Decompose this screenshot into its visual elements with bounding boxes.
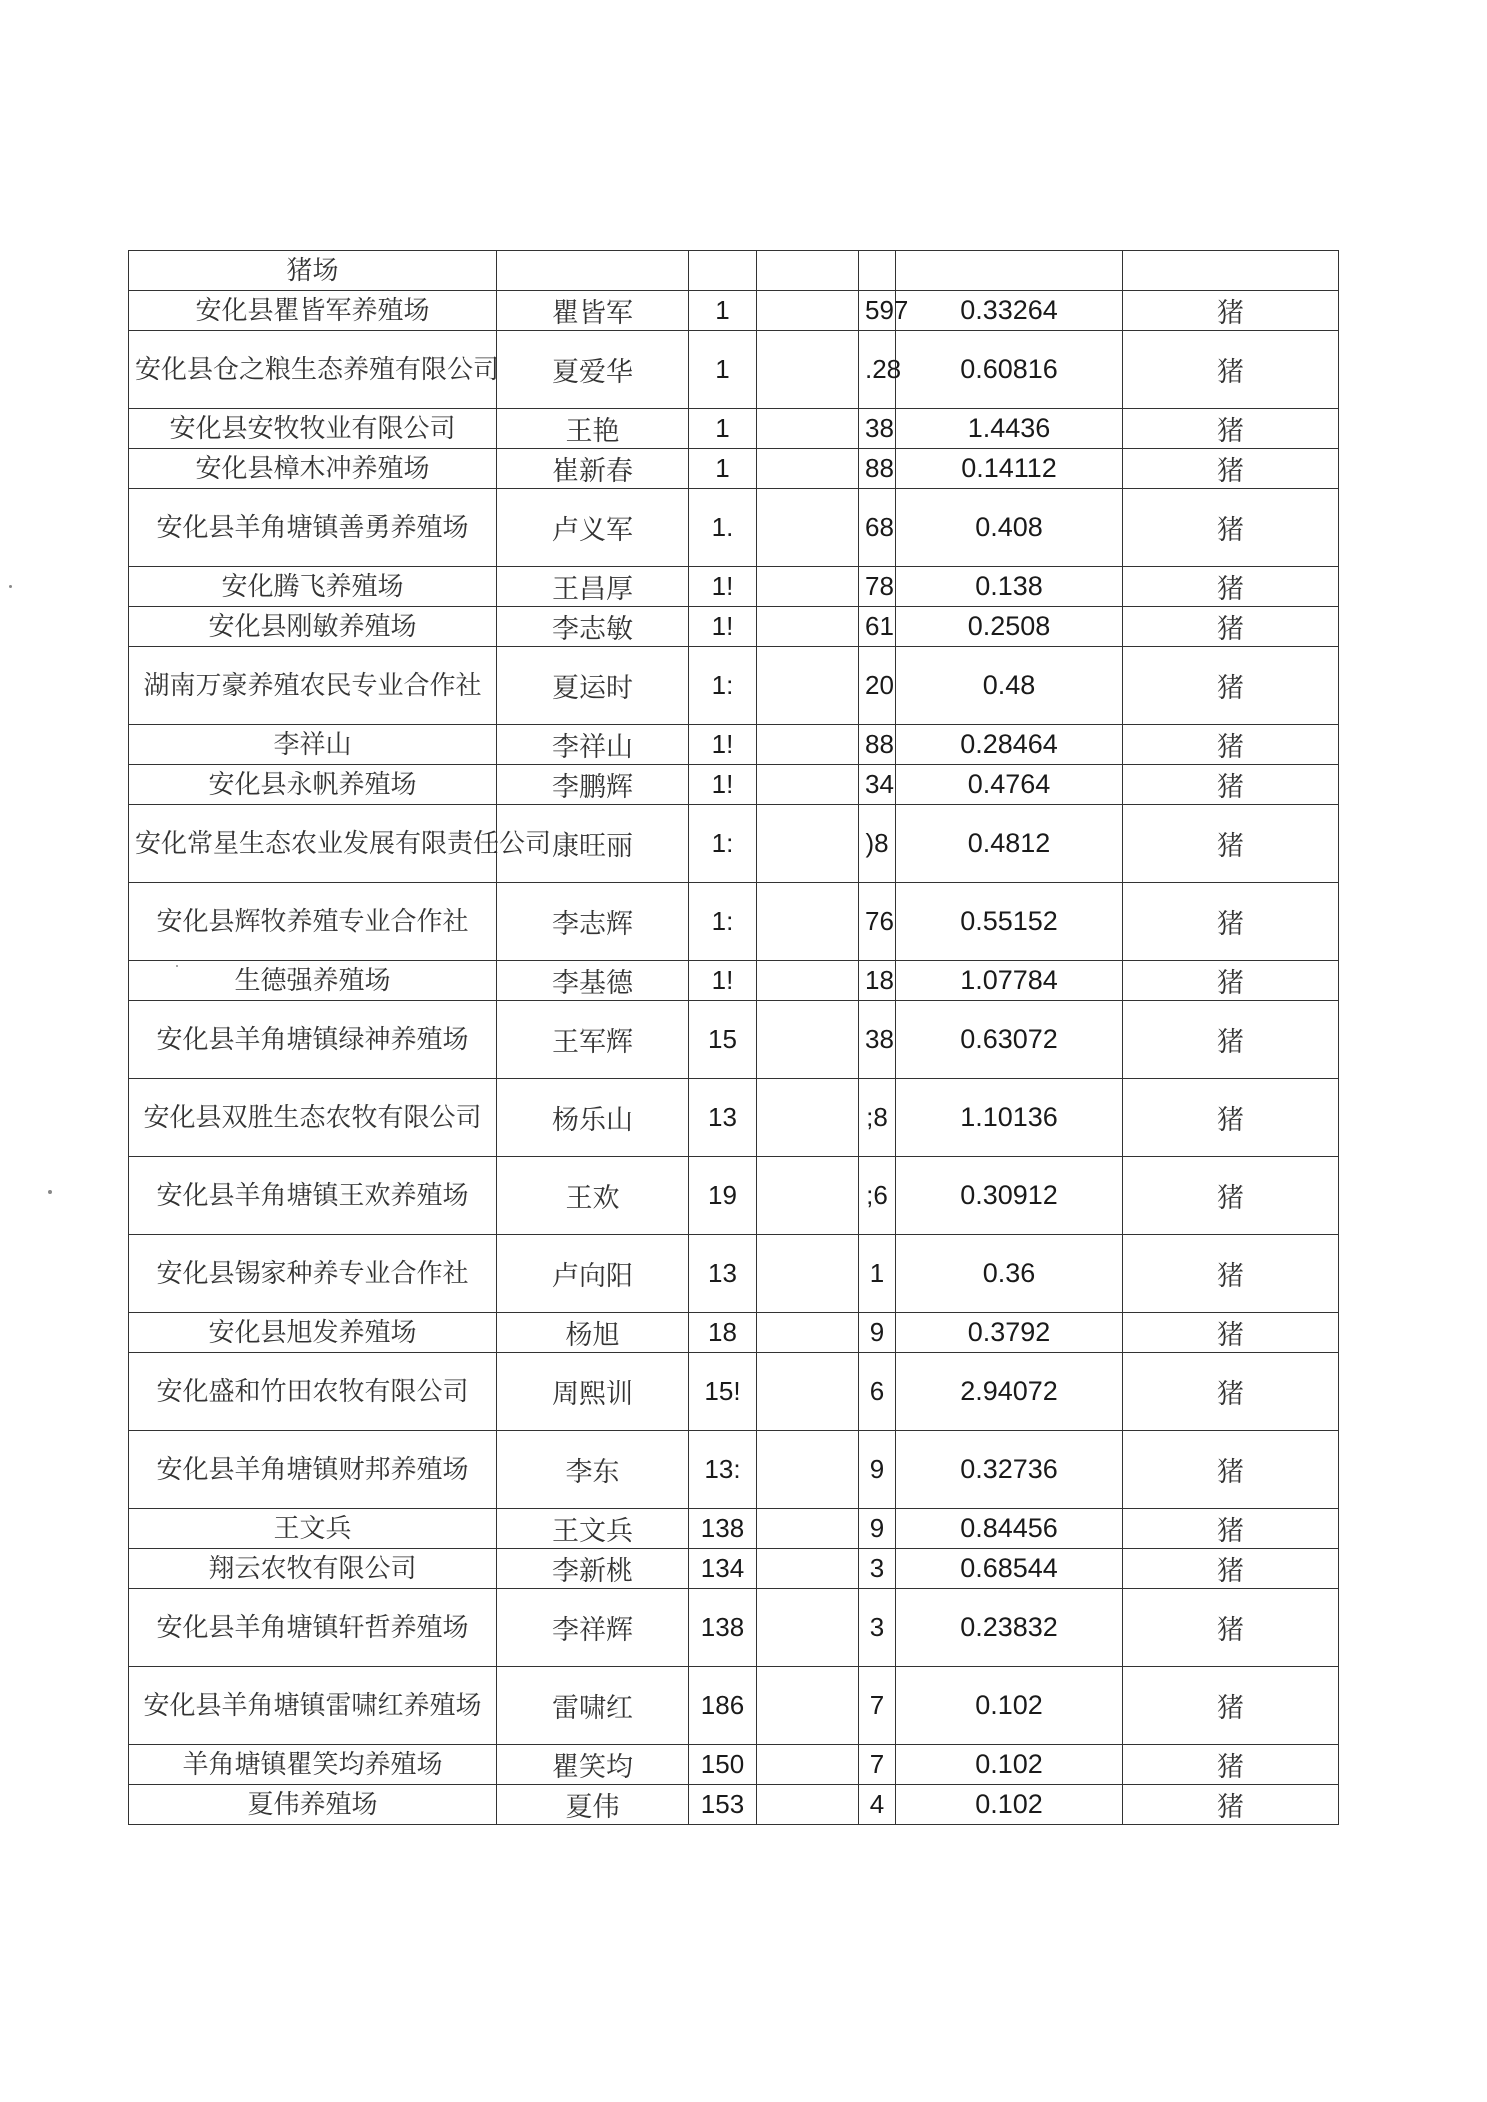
number-cell-right-fragment: 88 [859,449,896,489]
livestock-kind-cell: 猪 [1123,961,1339,1001]
value-cell: 0.102 [896,1745,1123,1785]
farm-name-cell: 安化县锡家种养专业合作社 [129,1235,497,1313]
livestock-kind-cell: 猪 [1123,1235,1339,1313]
farm-name-cell: 安化县安牧牧业有限公司 [129,409,497,449]
farm-name-cell: 安化腾飞养殖场 [129,567,497,607]
number-cell-left-fragment [689,251,757,291]
owner-cell: 杨旭 [497,1313,689,1353]
number-cell-left-fragment: 19 [689,1157,757,1235]
farm-table [128,250,1339,1825]
table-row [129,489,1339,567]
table-row [129,1509,1339,1549]
number-cell-right-fragment: 9 [859,1313,896,1353]
table-row [129,607,1339,647]
number-cell-left-fragment: 1! [689,567,757,607]
farm-name-cell: 安化县羊角塘镇财邦养殖场 [129,1431,497,1509]
number-cell-left-fragment: 186 [689,1667,757,1745]
farm-name-cell: 安化常星生态农业发展有限责任公司 [129,805,497,883]
number-cell-right-fragment: 597 [859,291,896,331]
value-cell: 0.138 [896,567,1123,607]
gap-cell [757,647,859,725]
owner-cell: 李志辉 [497,883,689,961]
livestock-kind-cell: 猪 [1123,647,1339,725]
number-cell-left-fragment: 134 [689,1549,757,1589]
table-row [129,961,1339,1001]
livestock-kind-cell: 猪 [1123,725,1339,765]
livestock-kind-cell: 猪 [1123,607,1339,647]
number-cell-left-fragment: 138 [689,1509,757,1549]
number-cell-left-fragment: 15 [689,1001,757,1079]
number-cell-left-fragment: 138 [689,1589,757,1667]
farm-name-cell: 安化县羊角塘镇雷啸红养殖场 [129,1667,497,1745]
gap-cell [757,1745,859,1785]
gap-cell [757,1509,859,1549]
gap-cell [757,251,859,291]
number-cell-right-fragment: ;8 [859,1079,896,1157]
gap-cell [757,805,859,883]
livestock-kind-cell: 猪 [1123,449,1339,489]
value-cell: 2.94072 [896,1353,1123,1431]
table-row [129,291,1339,331]
value-cell: 1.07784 [896,961,1123,1001]
livestock-kind-cell: 猪 [1123,1157,1339,1235]
gap-cell [757,409,859,449]
gap-cell [757,489,859,567]
owner-cell: 康旺丽 [497,805,689,883]
number-cell-left-fragment: 1: [689,805,757,883]
table-row [129,1745,1339,1785]
number-cell-right-fragment: 3 [859,1549,896,1589]
table-body [129,251,1339,1825]
value-cell [896,251,1123,291]
table-row [129,1431,1339,1509]
value-cell: 0.102 [896,1785,1123,1825]
number-cell-left-fragment: 153 [689,1785,757,1825]
number-cell-right-fragment: 88 [859,725,896,765]
number-cell-left-fragment: 15! [689,1353,757,1431]
farm-name-cell: 安化县羊角塘镇轩哲养殖场 [129,1589,497,1667]
table-row [129,1589,1339,1667]
value-cell: 0.28464 [896,725,1123,765]
table-row [129,1157,1339,1235]
value-cell: 0.33264 [896,291,1123,331]
number-cell-left-fragment: 1 [689,331,757,409]
value-cell: 0.23832 [896,1589,1123,1667]
farm-name-cell: 羊角塘镇瞿笑均养殖场 [129,1745,497,1785]
farm-name-cell: 生德强养殖场 [129,961,497,1001]
number-cell-right-fragment: ;6 [859,1157,896,1235]
farm-name-cell: 安化县羊角塘镇绿神养殖场 [129,1001,497,1079]
value-cell: 0.102 [896,1667,1123,1745]
owner-cell: 王文兵 [497,1509,689,1549]
owner-cell: 李东 [497,1431,689,1509]
owner-cell: 王艳 [497,409,689,449]
number-cell-right-fragment: 18 [859,961,896,1001]
number-cell-left-fragment: 18 [689,1313,757,1353]
table-row [129,1079,1339,1157]
value-cell: 0.32736 [896,1431,1123,1509]
gap-cell [757,1157,859,1235]
gap-cell [757,765,859,805]
owner-cell: 瞿皆军 [497,291,689,331]
scan-speck [176,965,178,967]
number-cell-right-fragment: 4 [859,1785,896,1825]
number-cell-right-fragment: )8 [859,805,896,883]
number-cell-left-fragment: 13 [689,1235,757,1313]
table-row [129,1785,1339,1825]
farm-name-cell: 王文兵 [129,1509,497,1549]
livestock-kind-cell: 猪 [1123,291,1339,331]
livestock-kind-cell: 猪 [1123,805,1339,883]
owner-cell: 王欢 [497,1157,689,1235]
number-cell-right-fragment: 9 [859,1431,896,1509]
scan-speck [48,1190,52,1194]
table-row [129,1667,1339,1745]
owner-cell: 王昌厚 [497,567,689,607]
table-row [129,1313,1339,1353]
livestock-kind-cell: 猪 [1123,1079,1339,1157]
owner-cell: 李鹏辉 [497,765,689,805]
gap-cell [757,331,859,409]
farm-name-cell: 安化盛和竹田农牧有限公司 [129,1353,497,1431]
owner-cell: 瞿笑均 [497,1745,689,1785]
gap-cell [757,607,859,647]
number-cell-left-fragment: 13: [689,1431,757,1509]
value-cell: 0.408 [896,489,1123,567]
table-row [129,449,1339,489]
livestock-kind-cell: 猪 [1123,409,1339,449]
farm-name-cell: 翔云农牧有限公司 [129,1549,497,1589]
table-row [129,1235,1339,1313]
owner-cell: 王军辉 [497,1001,689,1079]
farm-name-cell: 安化县仓之粮生态养殖有限公司 [129,331,497,409]
number-cell-left-fragment: 1: [689,647,757,725]
livestock-kind-cell [1123,251,1339,291]
farm-name-cell: 安化县樟木冲养殖场 [129,449,497,489]
farm-name-cell: 猪场 [129,251,497,291]
farm-name-cell: 安化县羊角塘镇王欢养殖场 [129,1157,497,1235]
table-row [129,647,1339,725]
gap-cell [757,725,859,765]
value-cell: 0.63072 [896,1001,1123,1079]
value-cell: 0.4812 [896,805,1123,883]
number-cell-right-fragment: 1 [859,1235,896,1313]
owner-cell: 李志敏 [497,607,689,647]
gap-cell [757,1001,859,1079]
owner-cell: 李祥辉 [497,1589,689,1667]
livestock-kind-cell: 猪 [1123,567,1339,607]
number-cell-left-fragment: 150 [689,1745,757,1785]
livestock-kind-cell: 猪 [1123,331,1339,409]
number-cell-right-fragment: 6 [859,1353,896,1431]
owner-cell: 卢向阳 [497,1235,689,1313]
table-row [129,725,1339,765]
number-cell-left-fragment: 1. [689,489,757,567]
gap-cell [757,1667,859,1745]
value-cell: 1.10136 [896,1079,1123,1157]
gap-cell [757,1079,859,1157]
farm-name-cell: 安化县瞿皆军养殖场 [129,291,497,331]
gap-cell [757,961,859,1001]
owner-cell: 夏运时 [497,647,689,725]
farm-name-cell: 安化县辉牧养殖专业合作社 [129,883,497,961]
value-cell: 0.84456 [896,1509,1123,1549]
owner-cell: 卢义军 [497,489,689,567]
gap-cell [757,1785,859,1825]
gap-cell [757,1549,859,1589]
owner-cell: 杨乐山 [497,1079,689,1157]
owner-cell: 李祥山 [497,725,689,765]
number-cell-right-fragment: 61 [859,607,896,647]
number-cell-right-fragment: 78 [859,567,896,607]
number-cell-left-fragment: 1! [689,725,757,765]
table-row [129,409,1339,449]
farm-name-cell: 李祥山 [129,725,497,765]
value-cell: 1.4436 [896,409,1123,449]
number-cell-right-fragment: 76 [859,883,896,961]
number-cell-right-fragment: 34 [859,765,896,805]
number-cell-right-fragment: 3 [859,1589,896,1667]
gap-cell [757,1313,859,1353]
livestock-kind-cell: 猪 [1123,1589,1339,1667]
table-row [129,567,1339,607]
value-cell: 0.60816 [896,331,1123,409]
livestock-kind-cell: 猪 [1123,1745,1339,1785]
value-cell: 0.36 [896,1235,1123,1313]
farm-name-cell: 安化县刚敏养殖场 [129,607,497,647]
farm-name-cell: 夏伟养殖场 [129,1785,497,1825]
owner-cell: 周熙训 [497,1353,689,1431]
value-cell: 0.48 [896,647,1123,725]
value-cell: 0.2508 [896,607,1123,647]
gap-cell [757,449,859,489]
number-cell-left-fragment: 1: [689,883,757,961]
gap-cell [757,291,859,331]
livestock-kind-cell: 猪 [1123,883,1339,961]
value-cell: 0.14112 [896,449,1123,489]
owner-cell [497,251,689,291]
gap-cell [757,883,859,961]
table-row [129,765,1339,805]
number-cell-left-fragment: 1 [689,291,757,331]
table-row [129,1001,1339,1079]
livestock-kind-cell: 猪 [1123,1313,1339,1353]
number-cell-right-fragment: 38 [859,409,896,449]
gap-cell [757,1431,859,1509]
owner-cell: 李基德 [497,961,689,1001]
gap-cell [757,1589,859,1667]
owner-cell: 李新桃 [497,1549,689,1589]
value-cell: 0.68544 [896,1549,1123,1589]
livestock-kind-cell: 猪 [1123,1353,1339,1431]
livestock-kind-cell: 猪 [1123,1785,1339,1825]
owner-cell: 夏伟 [497,1785,689,1825]
table-row [129,1549,1339,1589]
number-cell-right-fragment: 7 [859,1745,896,1785]
gap-cell [757,1235,859,1313]
value-cell: 0.4764 [896,765,1123,805]
value-cell: 0.3792 [896,1313,1123,1353]
number-cell-left-fragment: 1 [689,449,757,489]
livestock-kind-cell: 猪 [1123,1549,1339,1589]
number-cell-left-fragment: 1! [689,961,757,1001]
number-cell-left-fragment: 1! [689,607,757,647]
livestock-kind-cell: 猪 [1123,1667,1339,1745]
value-cell: 0.55152 [896,883,1123,961]
table-row [129,805,1339,883]
livestock-kind-cell: 猪 [1123,1431,1339,1509]
farm-name-cell: 安化县永帆养殖场 [129,765,497,805]
livestock-kind-cell: 猪 [1123,765,1339,805]
farm-name-cell: 安化县双胜生态农牧有限公司 [129,1079,497,1157]
value-cell: 0.30912 [896,1157,1123,1235]
number-cell-left-fragment: 1 [689,409,757,449]
farm-name-cell: 安化县旭发养殖场 [129,1313,497,1353]
livestock-kind-cell: 猪 [1123,489,1339,567]
livestock-kind-cell: 猪 [1123,1509,1339,1549]
number-cell-left-fragment: 13 [689,1079,757,1157]
owner-cell: 崔新春 [497,449,689,489]
number-cell-right-fragment [859,251,896,291]
gap-cell [757,567,859,607]
scan-speck [9,585,12,588]
farm-name-cell: 湖南万豪养殖农民专业合作社 [129,647,497,725]
farm-name-cell: 安化县羊角塘镇善勇养殖场 [129,489,497,567]
number-cell-left-fragment: 1! [689,765,757,805]
table-row [129,331,1339,409]
owner-cell: 夏爱华 [497,331,689,409]
owner-cell: 雷啸红 [497,1667,689,1745]
number-cell-right-fragment: .28 [859,331,896,409]
number-cell-right-fragment: 68 [859,489,896,567]
gap-cell [757,1353,859,1431]
number-cell-right-fragment: 38 [859,1001,896,1079]
number-cell-right-fragment: 20 [859,647,896,725]
livestock-kind-cell: 猪 [1123,1001,1339,1079]
number-cell-right-fragment: 7 [859,1667,896,1745]
number-cell-right-fragment: 9 [859,1509,896,1549]
table-row [129,1353,1339,1431]
table-row [129,251,1339,291]
table-row [129,883,1339,961]
